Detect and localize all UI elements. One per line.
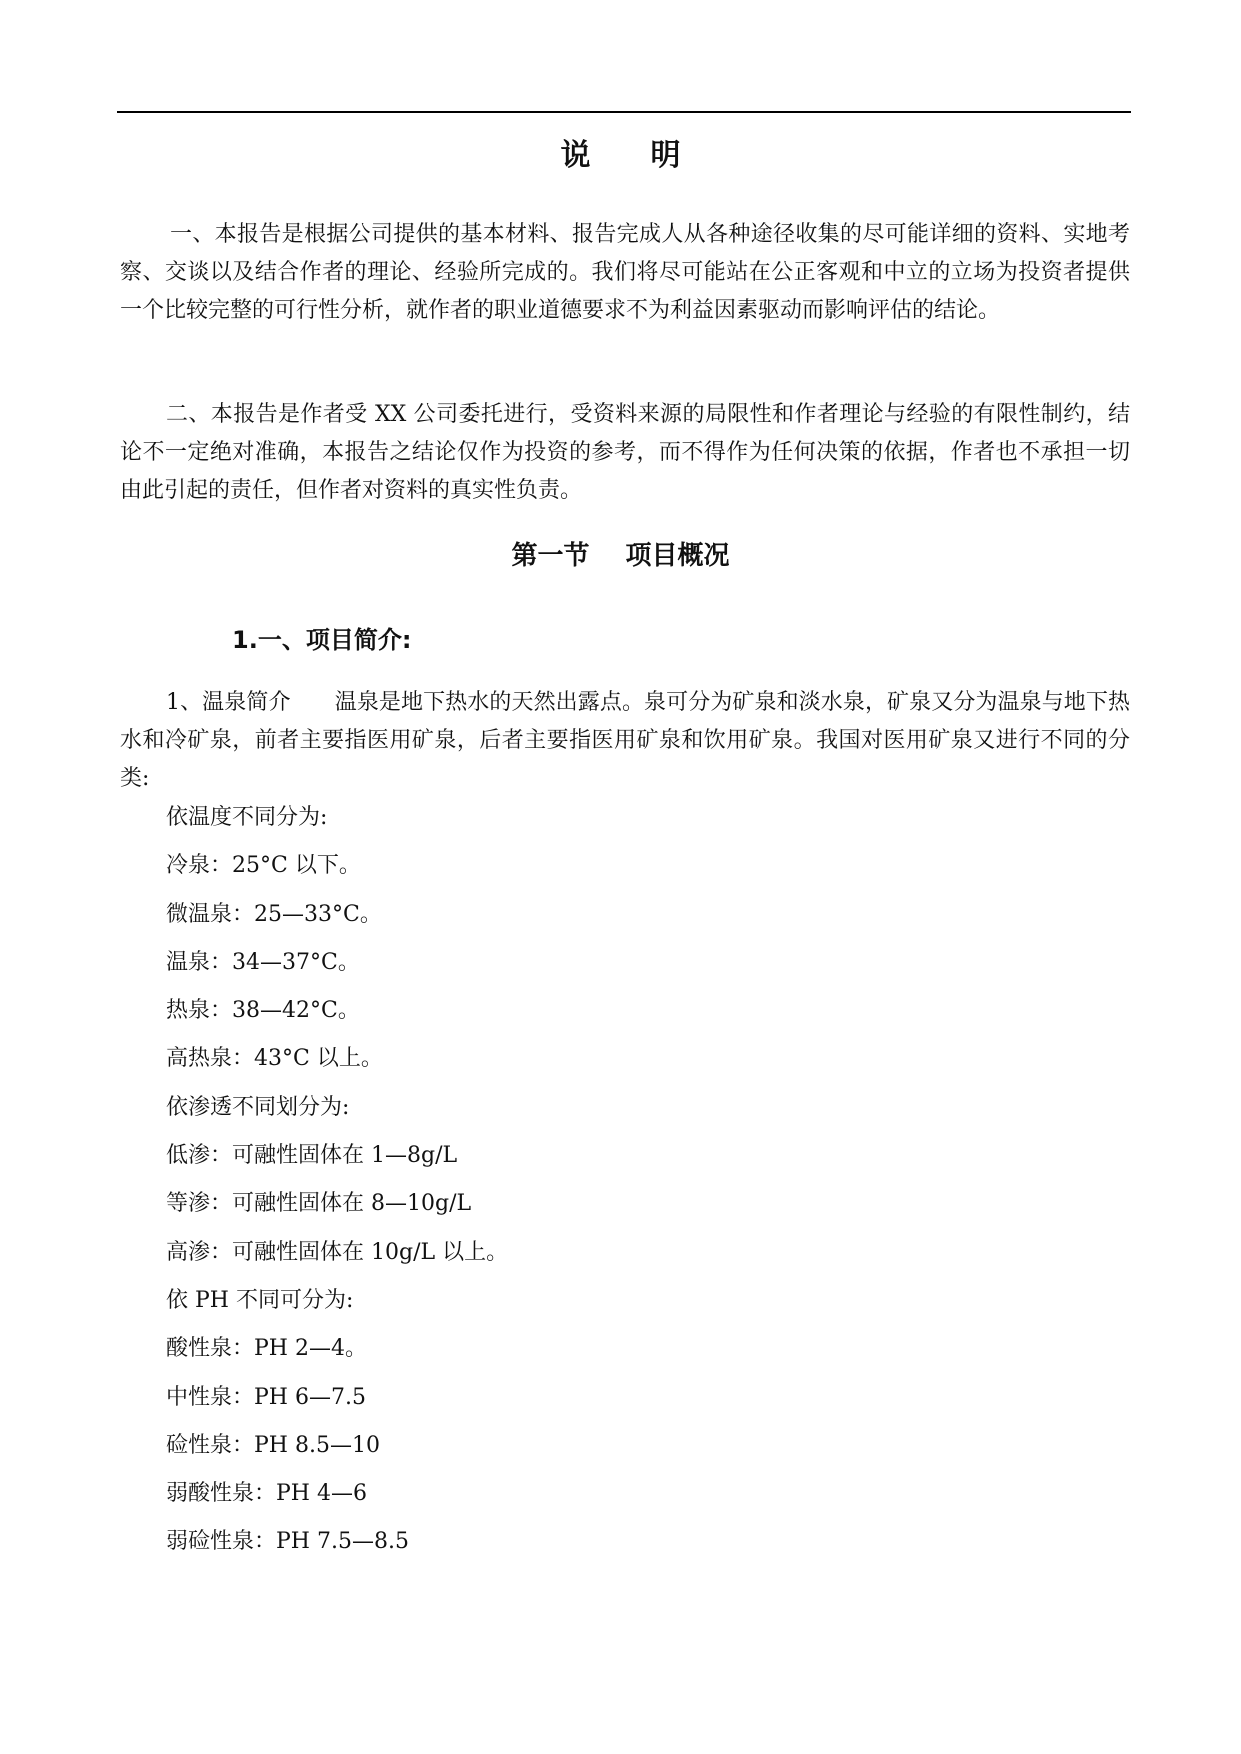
- list-item: 热泉：38—42°C。: [166, 998, 360, 1024]
- list-item: 依 PH 不同可分为:: [166, 1287, 354, 1313]
- list-item: 高渗：可融性固体在 10g/L 以上。: [166, 1239, 509, 1265]
- title-part-1: 说: [560, 138, 591, 173]
- section-heading: [0, 535, 1241, 572]
- title-part-2: 明: [650, 138, 681, 173]
- list-item: 依温度不同分为:: [166, 805, 328, 830]
- list-item: 硷性泉：PH 8.5—10: [166, 1432, 380, 1458]
- section-number: 第一节: [511, 541, 590, 571]
- subheading: 1.一、项目简介:: [232, 626, 412, 654]
- intro-paragraph: 1、温泉简介 温泉是地下热水的天然出露点。泉可分为矿泉和淡水泉，矿泉又分为温泉与地下热水和冷矿泉，前者主要指医用矿泉，后者主要指医用矿泉和饮用矿泉。我国对医用矿泉又进行不同的分类:: [120, 690, 1130, 791]
- list-item: 酸性泉：PH 2—4。: [166, 1336, 367, 1362]
- list-item: 依渗透不同划分为:: [166, 1094, 350, 1120]
- header-rule: [117, 111, 1131, 113]
- list-item: 等渗：可融性固体在 8—10g/L: [166, 1191, 472, 1217]
- paragraph-1: 一、本报告是根据公司提供的基本材料、报告完成人从各种途径收集的尽可能详细的资料、实地考察、交谈以及结合作者的理论、经验所完成的。我们将尽可能站在公正客观和中立的立场为投资者提供一个比较完整的可行性分析，就作者的职业道德要求不为利益因素驱动而影响评估的结论。: [120, 222, 1130, 323]
- classification-list: [166, 794, 508, 1567]
- section-name: 项目概况: [625, 541, 730, 571]
- paragraph-2: 二、本报告是作者受 XX 公司委托进行，受资料来源的局限性和作者理论与经验的有限性制约，结论不一定绝对准确，本报告之结论仅作为投资的参考，而不得作为任何决策的依据，作者也不承担一切由此引起的责任，但作者对资料的真实性负责。: [120, 402, 1130, 503]
- list-item: 高热泉：43°C 以上。: [166, 1046, 383, 1072]
- page-title: [0, 130, 1241, 174]
- list-item: 弱酸性泉：PH 4—6: [166, 1481, 367, 1507]
- list-item: 温泉：34—37°C。: [166, 949, 360, 975]
- list-item: 弱硷性泉：PH 7.5—8.5: [166, 1529, 409, 1555]
- list-item: 中性泉：PH 6—7.5: [166, 1384, 366, 1410]
- list-item: 低渗：可融性固体在 1—8g/L: [166, 1143, 458, 1169]
- list-item: 冷泉：25°C 以下。: [166, 853, 361, 879]
- list-item: 微温泉：25—33°C。: [166, 901, 382, 927]
